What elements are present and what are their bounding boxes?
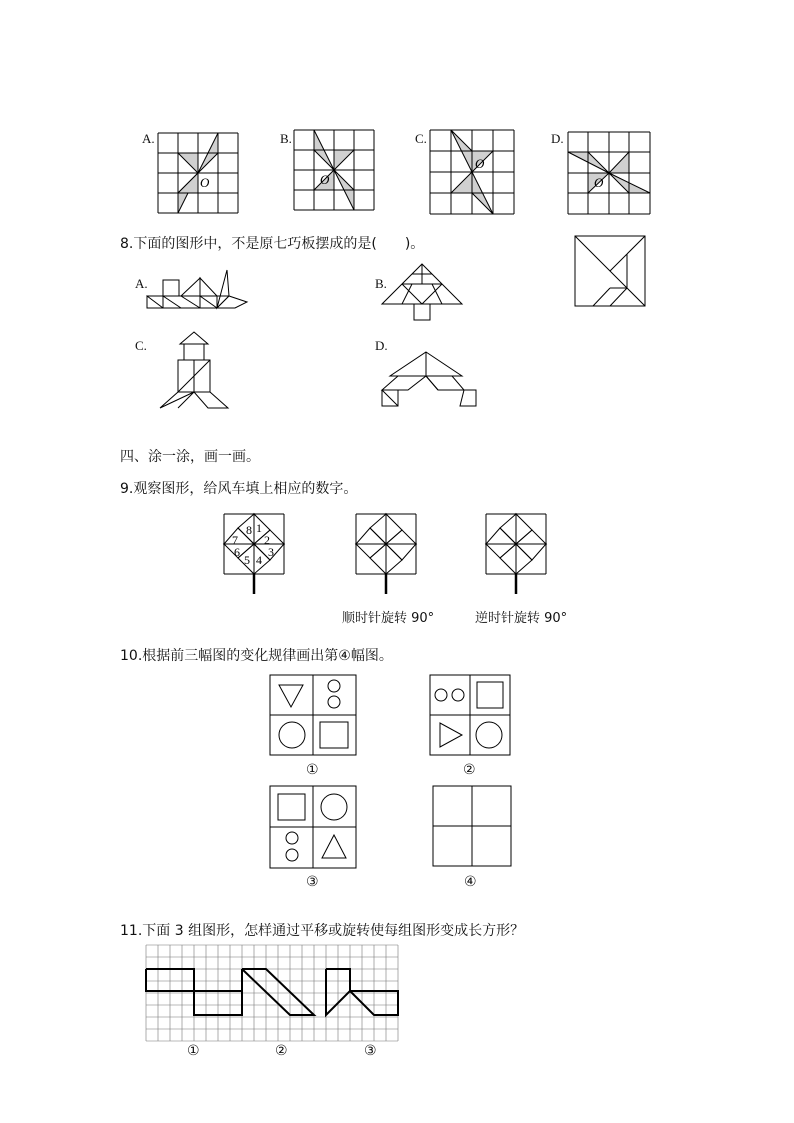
center-o-label: O xyxy=(475,156,485,171)
shaded-triangle xyxy=(609,152,629,173)
q9-question: 9.观察图形，给风车填上相应的数字。 xyxy=(120,481,358,497)
q7-option-b-label: B. xyxy=(280,131,292,146)
q7-option-a-label: A. xyxy=(142,131,155,146)
q7-option-a-figure xyxy=(158,133,238,213)
square-shape xyxy=(278,794,305,820)
q10-figure-2 xyxy=(430,675,510,755)
q11-grid-figure xyxy=(146,945,398,1041)
windmill-numbered xyxy=(222,514,286,596)
square-shape xyxy=(320,722,348,748)
q11-question: 11.下面 3 组图形，怎样通过平移或旋转使每组图形变成长方形？ xyxy=(120,923,525,939)
q11-label-2: ② xyxy=(275,1043,288,1059)
center-o-label: O xyxy=(200,175,210,190)
section-4-title: 四、涂一涂，画一画。 xyxy=(120,449,260,465)
q8-option-a-boat-figure xyxy=(145,268,250,314)
triangle-shape xyxy=(440,723,462,747)
windmill-counterclockwise-blank xyxy=(484,514,548,596)
circle-shape xyxy=(321,794,347,820)
q10-figure-1 xyxy=(270,675,356,755)
windmill-number: 4 xyxy=(256,553,262,567)
q11-label-1: ① xyxy=(187,1043,200,1059)
q10-figure-4-blank xyxy=(433,786,511,866)
shaded-triangle xyxy=(178,153,198,173)
q10-label-2: ② xyxy=(463,762,476,778)
q7-option-d-figure xyxy=(568,132,650,214)
shape-1-outline xyxy=(146,969,242,1015)
q10-figure-3 xyxy=(270,786,356,868)
windmill-number: 7 xyxy=(232,533,238,547)
windmill-number: 5 xyxy=(244,553,250,567)
small-circle xyxy=(328,680,340,692)
windmill-number: 1 xyxy=(256,521,262,535)
circle-shape xyxy=(476,722,502,748)
small-circle xyxy=(435,689,447,701)
windmill-clockwise-blank xyxy=(354,514,418,596)
caption-clockwise: 顺时针旋转 90° xyxy=(342,611,435,626)
q10-label-3: ③ xyxy=(306,874,319,890)
q8-option-c-label: C. xyxy=(135,338,147,353)
shaded-triangle xyxy=(334,150,354,170)
center-o-label: O xyxy=(594,175,604,190)
windmill-number: 3 xyxy=(268,545,274,559)
q7-option-c-label: C. xyxy=(415,131,427,146)
q8-option-a-label: A. xyxy=(135,276,148,291)
q8-option-d-label: D. xyxy=(375,338,388,353)
q8-option-b-tree-figure xyxy=(380,262,464,322)
caption-counterclockwise: 逆时针旋转 90° xyxy=(475,611,568,626)
small-circle xyxy=(328,696,340,708)
q10-label-1: ① xyxy=(306,762,319,778)
q8-option-b-label: B. xyxy=(375,276,387,291)
windmill-number: 8 xyxy=(246,523,252,537)
tangram-reference-square xyxy=(575,236,645,306)
small-circle xyxy=(452,689,464,701)
q8-option-d-figure xyxy=(380,350,478,408)
q7-option-d-label: D. xyxy=(551,131,564,146)
triangle-shape xyxy=(279,685,303,707)
q7-option-c-figure xyxy=(430,130,514,214)
q10-label-4: ④ xyxy=(464,874,477,890)
triangle-shape xyxy=(322,835,346,858)
windmill-number: 2 xyxy=(264,533,270,547)
small-circle xyxy=(286,832,298,844)
q11-label-3: ③ xyxy=(364,1043,377,1059)
windmill-number: 6 xyxy=(234,545,240,559)
q7-option-b-figure xyxy=(294,130,374,212)
square-shape xyxy=(477,682,503,708)
center-o-label: O xyxy=(320,172,330,187)
shaded-triangle xyxy=(178,173,198,193)
q10-question: 10.根据前三幅图的变化规律画出第④幅图。 xyxy=(120,648,393,664)
small-circle xyxy=(286,849,298,861)
q8-option-c-tower-figure xyxy=(158,330,230,410)
q8-question: 8.下面的图形中，不是原七巧板摆成的是( )。 xyxy=(120,236,425,252)
circle-shape xyxy=(279,722,305,748)
shaded-triangle xyxy=(451,172,472,193)
